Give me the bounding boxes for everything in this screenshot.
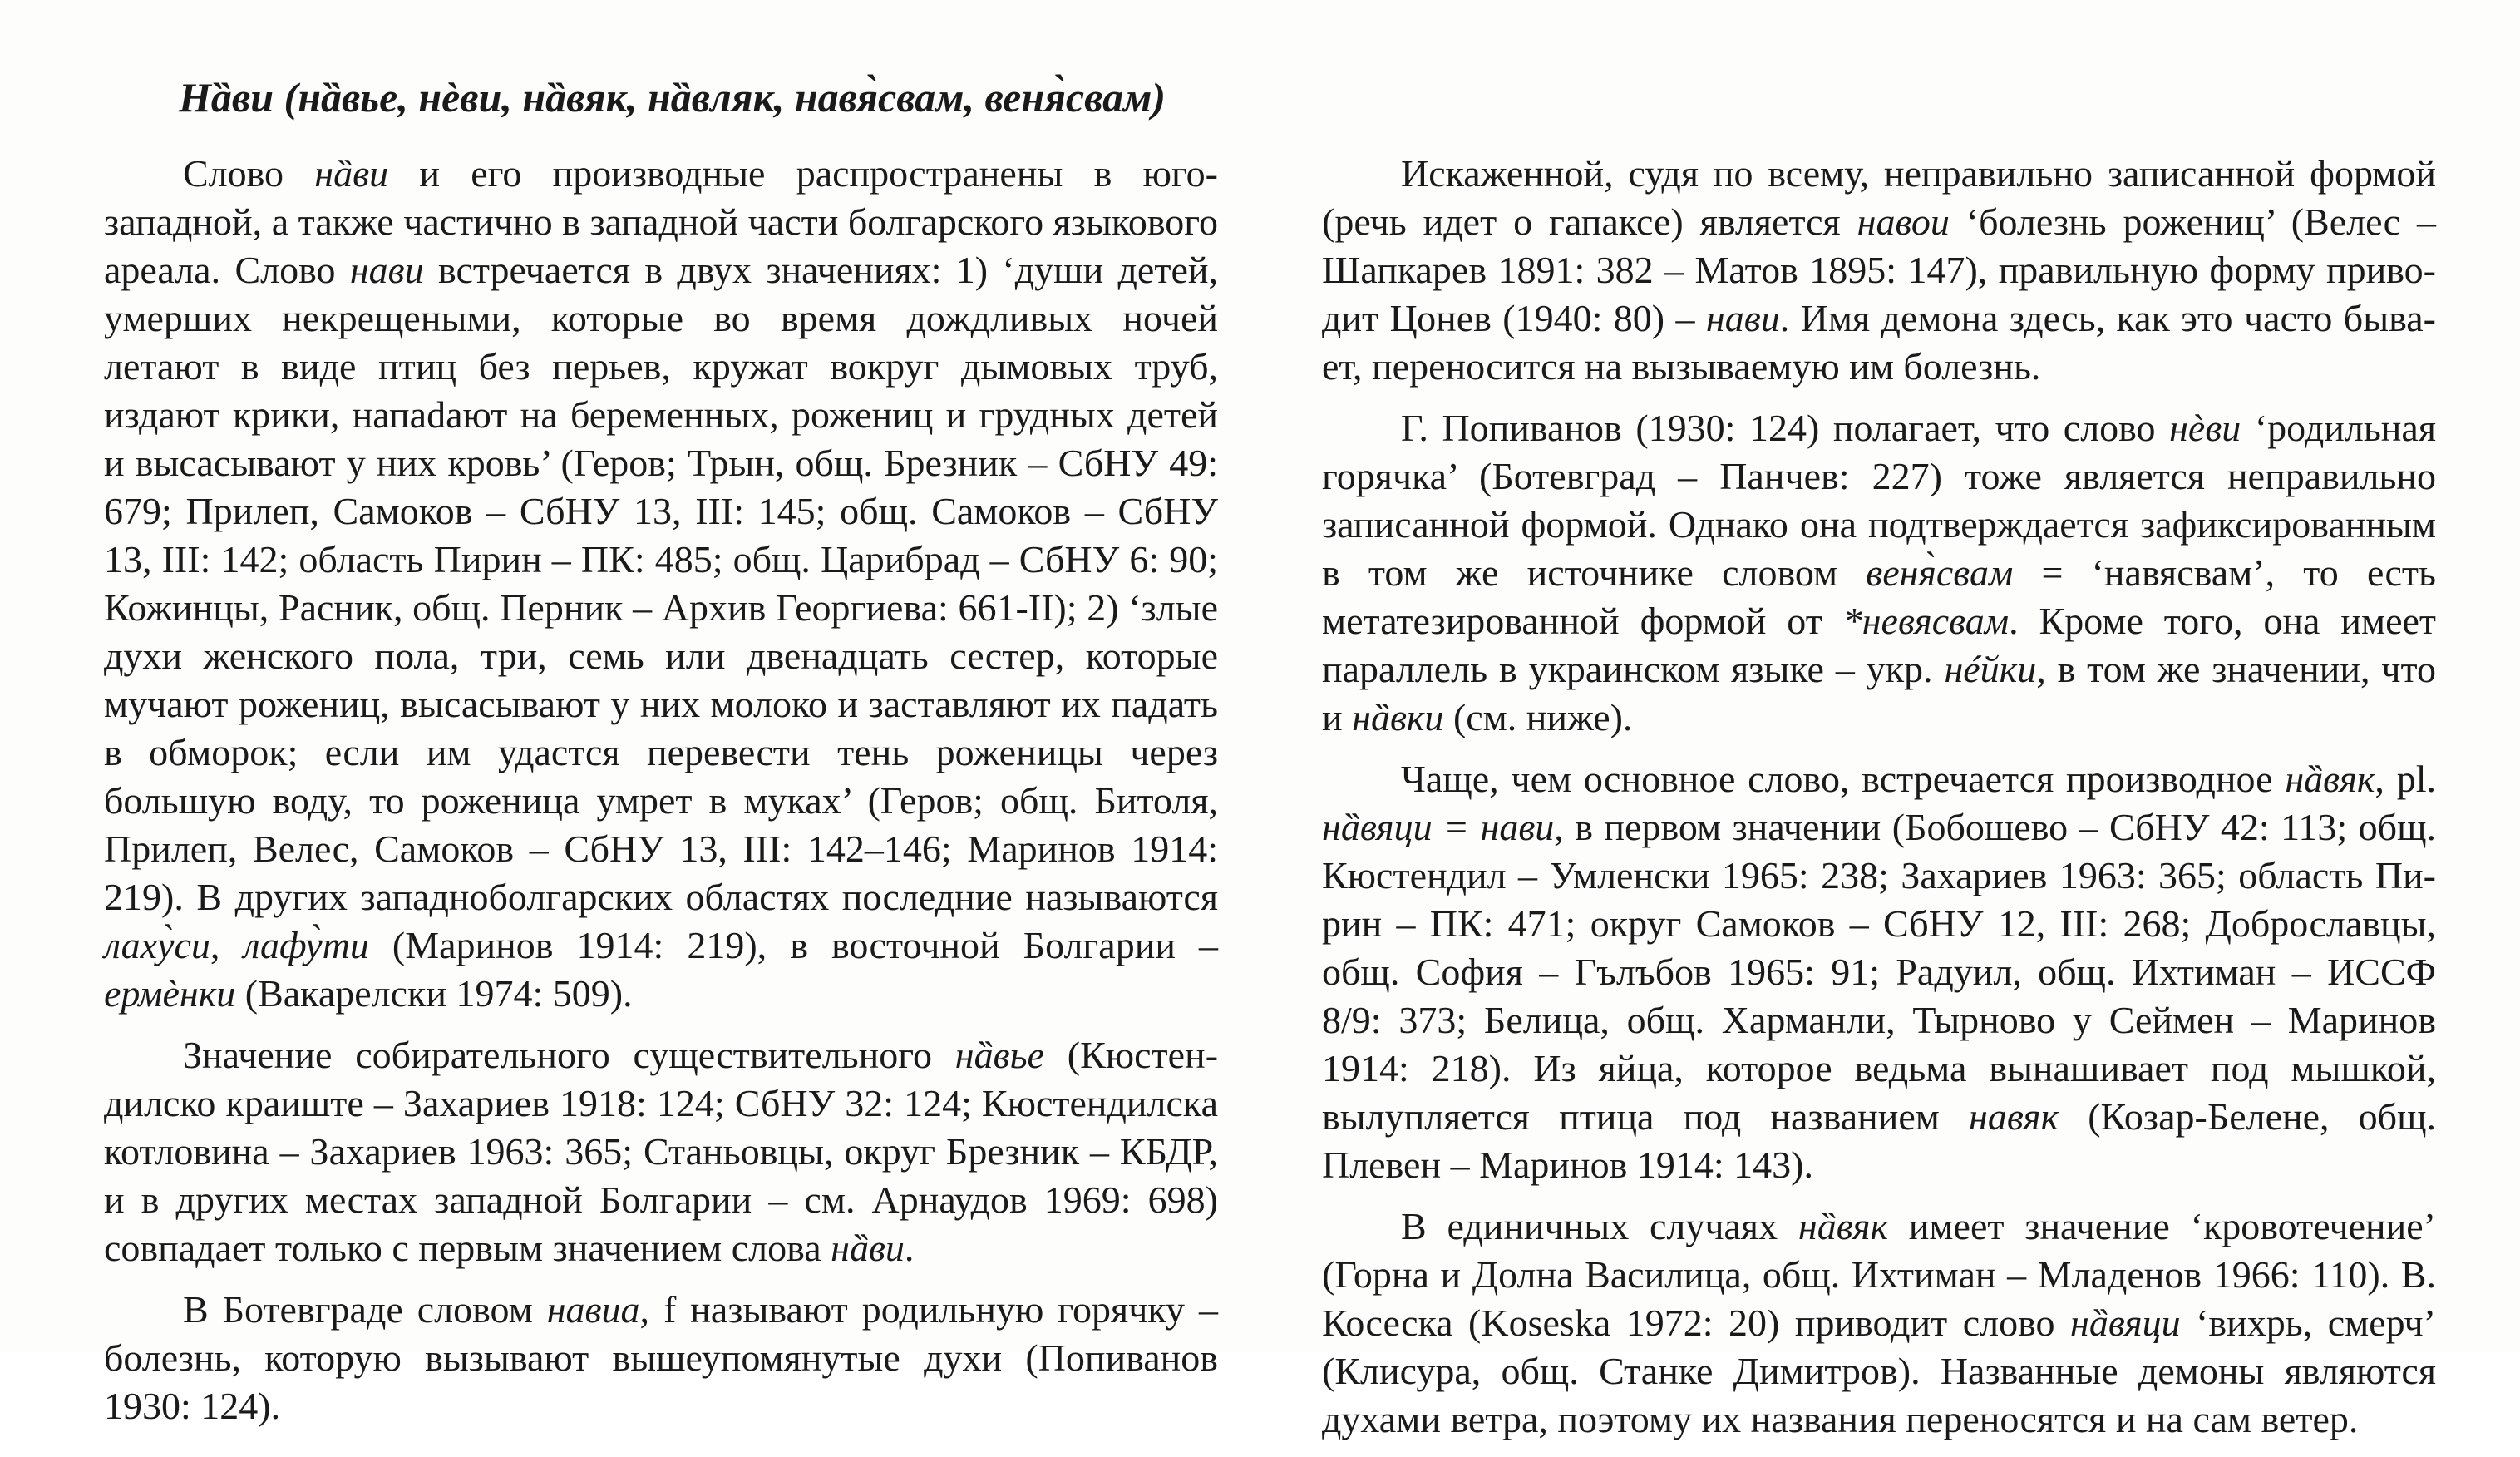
- italic-term: навои: [1857, 200, 1950, 243]
- italic-term: лафу̀ти: [243, 924, 369, 966]
- italic-term: нȁви: [831, 1227, 905, 1269]
- paragraph: В единичных случаях нȁвяк имеет значение ‘кровотечение’ (Горна и Долна Василица, общ. Ихтиман – Младенов 1966: 110). В. Косеска (Koseska 1972: 20) приводит слово нȁвяци ‘вихрь, смерч’ (Клисура, общ. Станке Димитров). Названные демоны являются духами ветра, поэтому их названия переносятся и на сам ветер.: [1322, 1205, 2436, 1440]
- paragraph: Г. Попиванов (1930: 124) полагает, что слово нѐви ‘родильная горячка’ (Ботевград – Панчев: 227) тоже является неправильно записанной формой. Однако она подтверждается зафиксированным в том же источнике словом веня̀свам = ‘навясвам’, то есть метатезированной формой от *невясвам. Кроме того, она имеет параллель в украинском языке – укр. нéйки, в том же значении, что и нȁвки (см. ниже).: [1322, 407, 2437, 738]
- italic-term: навяк: [1969, 1095, 2059, 1138]
- italic-term: нȁвяци: [2070, 1301, 2181, 1344]
- italic-term: нȁвье: [954, 1034, 1044, 1076]
- italic-term: нéйки: [1944, 648, 2037, 690]
- italic-term: нȁвяци = нави,: [1322, 806, 1564, 848]
- italic-term: нȁвки: [1352, 696, 1444, 738]
- italic-term: нȁвяк: [1798, 1205, 1888, 1247]
- italic-term: нави: [1705, 297, 1780, 339]
- italic-term: навиа: [546, 1288, 640, 1331]
- italic-term: ермѐнки: [104, 972, 236, 1015]
- paragraph: Искаженной, судя по всему, неправильно записанной формой (речь идет о гапаксе) является навои ‘болезнь рожениц’ (Велес – Шапкарев 1891: 382 – Матов 1895: 147), правильную форму приводит Цонев (1940: 80) – нави. Имя демона здесь, как это часто бывает, переносится на вызываемую им болезнь.: [1322, 152, 2436, 388]
- entry-heading: Нȁви (нȁвье, нѐви, нȁвяк, нȁвляк, навя̀свам, веня̀свам): [179, 74, 1166, 121]
- italic-term: нави: [349, 249, 424, 291]
- left-column: [104, 0, 1218, 1444]
- paragraph: Значение собирательного существительного нȁвье (Кюстендилско краиште – Захариев 1918: 124; СбНУ 32: 124; Кюстендилска котловина – Захариев 1963: 365; Станьовцы, округ Брезник – КБДР, и в других местах западной Болгарии – см. Арнаудов 1969: 698) совпадает только с первым значением слова нȁви.: [104, 1034, 1219, 1269]
- paragraph: Чаще, чем основное слово, встречается производное нȁвяк, pl. нȁвяци = нави, в первом значении (Бобошево – СбНУ 42: 113; общ. Кюстендил – Умленски 1965: 238; Захариев 1963: 365; область Пирин – ПК: 471; округ Самоков – СбНУ 12, III: 268; Доброславцы, общ. София – Гълъбов 1965: 91; Радуил, общ. Ихтиман – ИССФ 8/9: 373; Белица, общ. Харманли, Тырново у Сеймен – Маринов 1914: 218). Из яйца, которое ведьма вынашивает под мышкой, вылупляется птица под названием навяк (Козар-Белене, общ. Плевен – Маринов 1914: 143).: [1322, 758, 2437, 1186]
- right-column: [1322, 0, 2436, 1457]
- italic-term: *невясвам: [1842, 600, 2010, 642]
- italic-term: нѐви: [2169, 407, 2241, 449]
- italic-term: лаху̀си: [104, 924, 210, 966]
- italic-term: нȁви: [314, 152, 389, 195]
- paragraph: Слово нȁви и его производные распространены в юго-западной, а также частично в западной части болгарского языкового ареала. Слово нави встречается в двух значениях: 1) ‘души детей, умерших некрещеными, которые во время дождливых ночей летают в виде птиц без перьев, кружат вокруг дымовых труб, издают крики, напаdают на беременных, рожениц и грудных детей и высасывают у них кровь’ (Геров; Трын, общ. Брезник – СбНУ 49: 679; Прилеп, Самоков – СбНУ 13, III: 145; общ. Самоков – СбНУ 13, III: 142; область Пирин – ПК: 485; общ. Царибрад – СбНУ 6: 90; Кожинцы, Расник, общ. Перник – Архив Георгиева: 661-II); 2) ‘злые духи женского пола, три, семь или двенадцать сестер, которые мучают рожениц, высасывают у них молоко и заставляют их падать в обморок; если им удастся перевести тень роженицы через большую воду, то роженица умрет в муках’ (Геров; общ. Битоля, Прилеп, Велес, Самоков – СбНУ 13, III: 142–146; Маринов 1914: 219). В других западноболгарских областях последние называются лаху̀си, лафу̀ти (Маринов 1914: 219), в восточной Болгарии – ермѐнки (Вакарелски 1974: 509).: [104, 152, 1219, 1015]
- paragraph: В Ботевграде словом навиа, f называют родильную горячку – болезнь, которую вызывают вышеупомянутые духи (Попиванов 1930: 124).: [104, 1288, 1218, 1427]
- italic-term: веня̀свам: [1866, 551, 2014, 594]
- italic-term: нȁвяк: [2285, 758, 2375, 800]
